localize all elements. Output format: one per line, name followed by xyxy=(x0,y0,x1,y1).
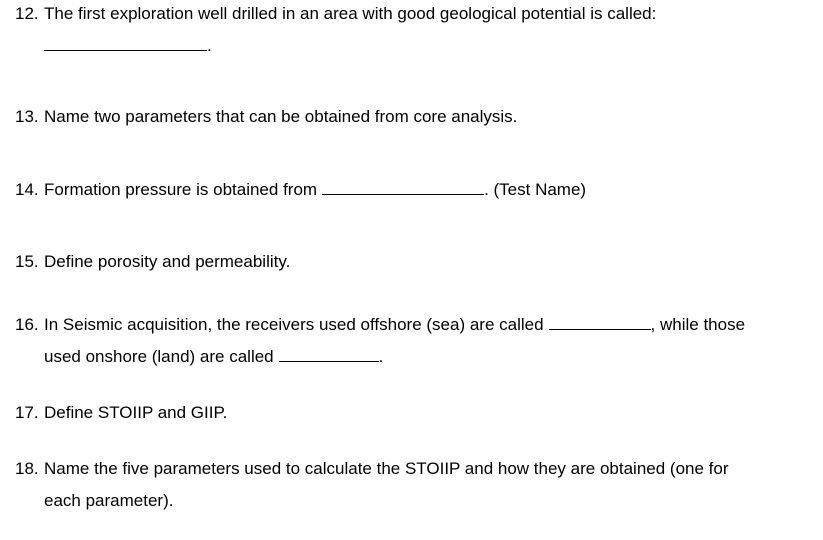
question-text: Name the five parameters used to calculate the STOIIP and how they are obtained (one for xyxy=(44,459,729,478)
answer-blank-offshore[interactable] xyxy=(549,312,651,330)
question-text: Define STOIIP and GIIP. xyxy=(44,403,228,422)
question-13 xyxy=(15,101,815,133)
question-text-line2: used onshore (land) are called xyxy=(44,347,274,366)
blank-suffix: . (Test Name) xyxy=(484,180,587,199)
question-17 xyxy=(15,397,815,429)
question-18 xyxy=(15,453,815,517)
question-number: 14. xyxy=(15,180,39,199)
question-number: 16. xyxy=(15,315,39,334)
question-number: 18. xyxy=(15,459,39,478)
question-text: The first exploration well drilled in an area with good geological potential is called: xyxy=(44,4,657,23)
question-number: 17. xyxy=(15,403,39,422)
question-14 xyxy=(15,174,815,206)
question-number: 12. xyxy=(15,4,39,23)
answer-blank[interactable] xyxy=(44,33,207,51)
question-continuation xyxy=(15,485,815,517)
answer-blank-onshore[interactable] xyxy=(279,344,379,362)
question-15 xyxy=(15,246,815,278)
question-16 xyxy=(15,309,815,373)
question-number: 15. xyxy=(15,252,39,271)
question-text: In Seismic acquisition, the receivers used offshore (sea) are called xyxy=(44,315,544,334)
question-text: Formation pressure is obtained from xyxy=(44,180,318,199)
blank-suffix: . xyxy=(207,36,212,55)
question-continuation xyxy=(15,341,815,373)
question-text: Define porosity and permeability. xyxy=(44,252,291,271)
question-12 xyxy=(15,0,815,62)
mid-text: , while those xyxy=(650,315,746,334)
question-text-line2: each parameter). xyxy=(44,491,174,510)
question-number: 13. xyxy=(15,107,39,126)
question-continuation xyxy=(15,30,815,62)
question-text: Name two parameters that can be obtained from core analysis. xyxy=(44,107,518,126)
answer-blank[interactable] xyxy=(322,177,484,195)
blank-suffix: . xyxy=(378,347,384,366)
